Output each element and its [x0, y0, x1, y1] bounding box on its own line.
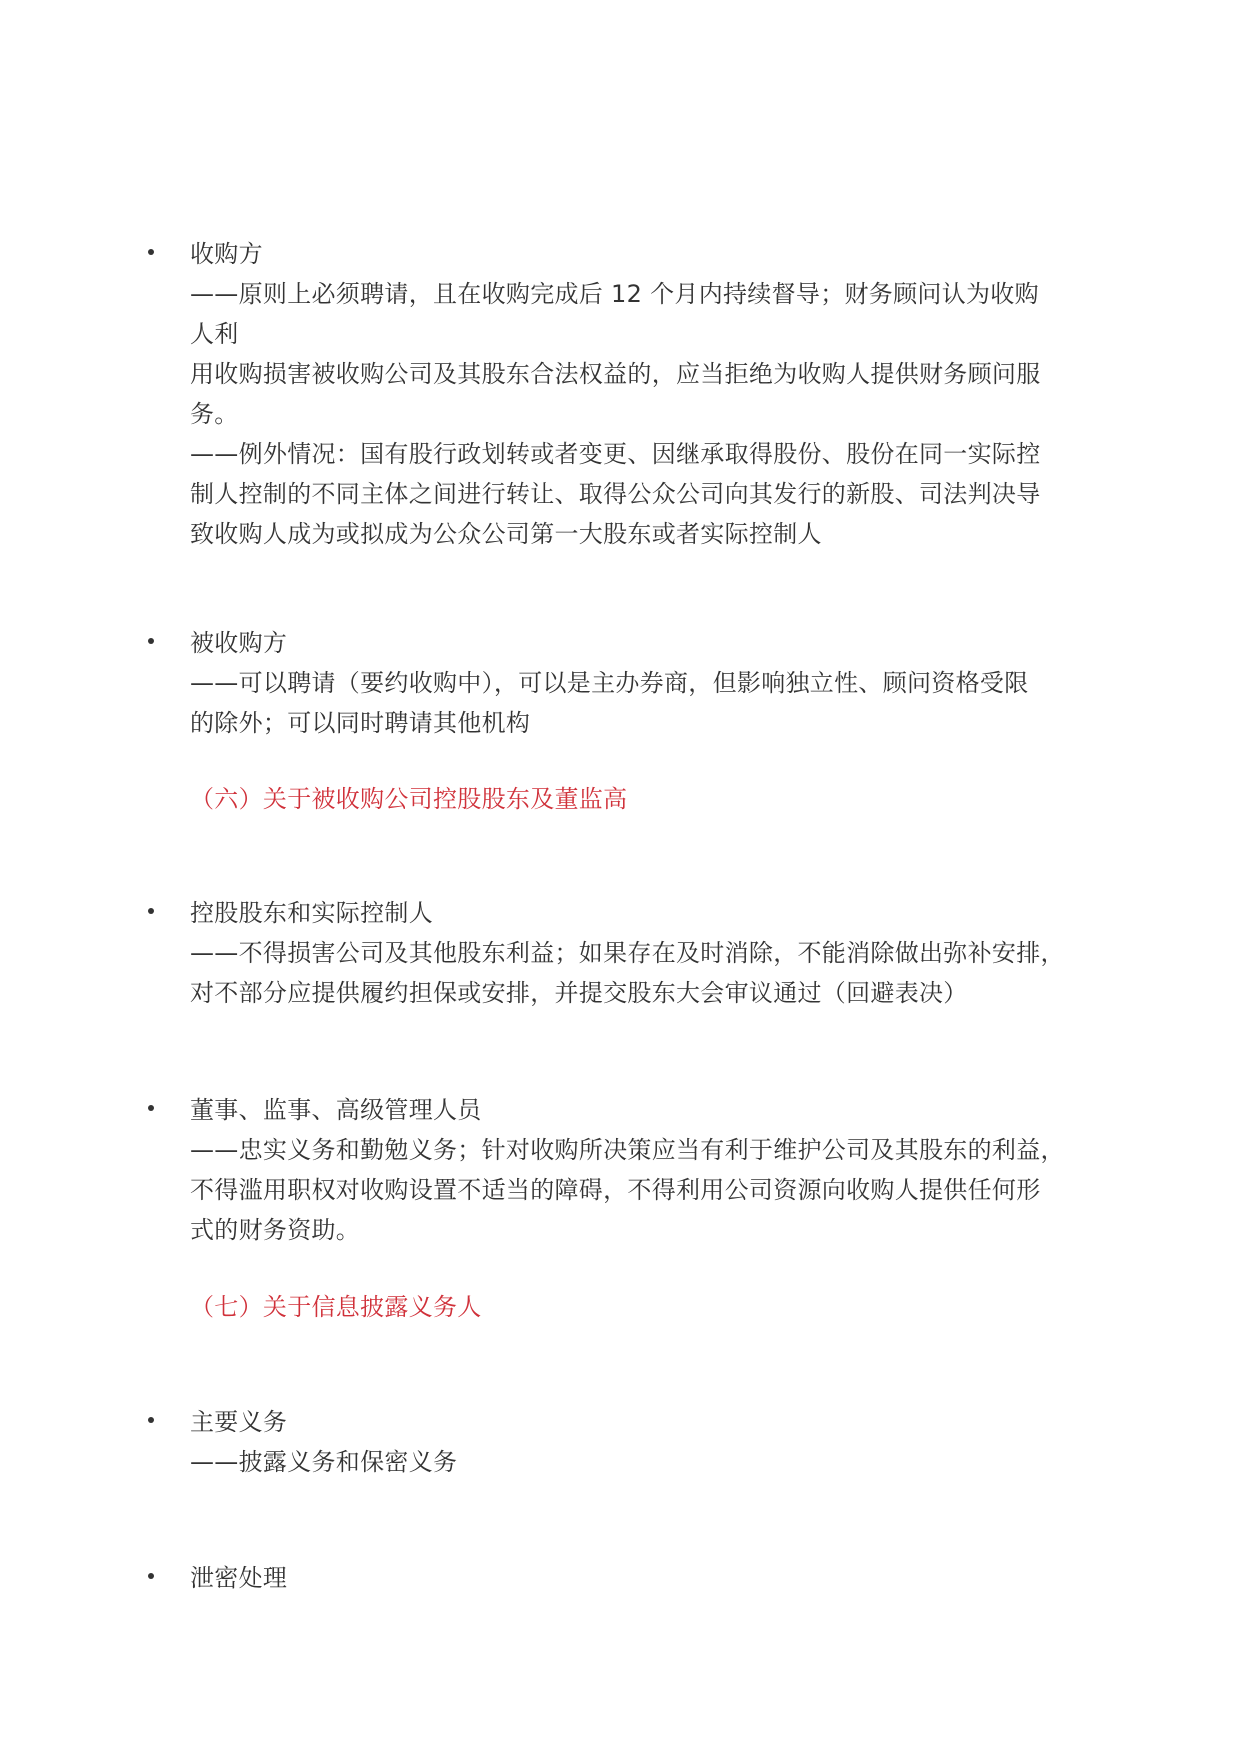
list-item-text: ——披露义务和保密义务 [190, 1448, 458, 1476]
list-item-title: 泄密处理 [190, 1564, 288, 1592]
list-item-text: ——不得损害公司及其他股东利益；如果存在及时消除，不能消除做出弥补安排， [190, 939, 1065, 967]
list-item-text: 不得滥用职权对收购设置不适当的障碍，不得利用公司资源向收购人提供任何形 [190, 1176, 1041, 1204]
list-item-title: 董事、监事、高级管理人员 [190, 1096, 482, 1124]
list-item-title: 被收购方 [190, 629, 288, 657]
list-item-text: ——例外情况：国有股行政划转或者变更、因继承取得股份、股份在同一实际控 [190, 440, 1041, 468]
list-item-controlling-shareholder [148, 893, 1068, 1013]
list-item-text: 制人控制的不同主体之间进行转让、取得公众公司向其发行的新股、司法判决导 [190, 480, 1041, 508]
list-item-title: 主要义务 [190, 1408, 288, 1436]
list-item-title: 收购方 [190, 240, 263, 268]
bullet-icon [148, 1417, 154, 1423]
bullet-icon [148, 249, 154, 255]
section-heading-seven: （七）关于信息披露义务人 [190, 1293, 482, 1321]
list-item-directors [148, 1090, 1068, 1250]
list-item-main-duties [148, 1402, 1068, 1482]
list-item-text: 务。 [190, 400, 239, 428]
list-item-acquirer [148, 234, 1068, 554]
list-item-text: 的除外；可以同时聘请其他机构 [190, 709, 531, 737]
bullet-icon [148, 1573, 154, 1579]
list-item-text: 用收购损害被收购公司及其股东合法权益的，应当拒绝为收购人提供财务顾问服 [190, 360, 1041, 388]
list-item-text: 人利 [190, 320, 239, 348]
list-item-leak-handling [148, 1558, 1068, 1598]
section-heading-six: （六）关于被收购公司控股股东及董监高 [190, 785, 628, 813]
list-item-target [148, 623, 1068, 743]
bullet-icon [148, 908, 154, 914]
list-item-text: ——忠实义务和勤勉义务；针对收购所决策应当有利于维护公司及其股东的利益， [190, 1136, 1065, 1164]
bullet-icon [148, 638, 154, 644]
list-item-text: 对不部分应提供履约担保或安排，并提交股东大会审议通过（回避表决） [190, 979, 968, 1007]
list-item-text: 致收购人成为或拟成为公众公司第一大股东或者实际控制人 [190, 520, 822, 548]
list-item-text: ——可以聘请（要约收购中），可以是主办券商，但影响独立性、顾问资格受限 [190, 669, 1029, 697]
list-item-title: 控股股东和实际控制人 [190, 899, 433, 927]
list-item-text: ——原则上必须聘请，且在收购完成后 12 个月内持续督导；财务顾问认为收购 [190, 280, 1039, 308]
bullet-icon [148, 1105, 154, 1111]
list-item-text: 式的财务资助。 [190, 1216, 361, 1244]
